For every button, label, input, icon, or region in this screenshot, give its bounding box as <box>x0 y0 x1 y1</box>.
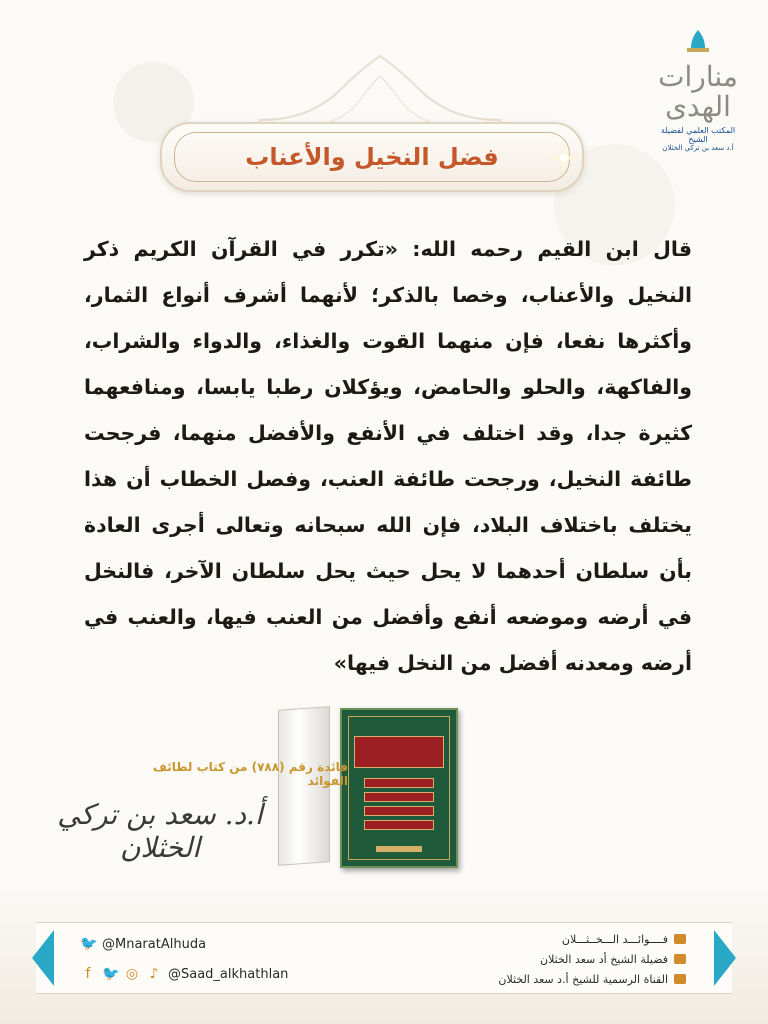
channel-item[interactable] <box>498 930 686 948</box>
channel-item[interactable] <box>498 950 686 968</box>
page-title: فضل النخيل والأعناب <box>245 143 499 171</box>
quote-text: قال ابن القيم رحمه الله: «تكرر في القرآن الكريم ذكر النخيل والأعناب، وخصا بالذكر؛ لأنهما أشرف أنواع الثمار، وأكثرها نفعا، فإن منهما القوت والغذاء، والدواء والشراب، والفاكهة، والحلو والحامض، ويؤكلان رطبا يابسا، ومنافعهما كثيرة جدا، وقد اختلف في الأنفع والأفضل منهما، فرجحت طائفة النخيل، ورجحت طائفة العنب، وفصل الخطاب أن هذا يختلف باختلاف البلاد، فإن الله سبحانه وتعالى أجرى العادة بأن سلطان أحدهما لا يحل حيث يحل سلطان الآخر، فالنخل في أرضه وموضعه أنفع وأفضل من العنب فيها، والعنب في أرضه ومعدنه أفضل من النخل فيها» <box>84 237 692 675</box>
telegram-icon <box>674 974 686 984</box>
twitter-icon: 🐦 <box>102 966 120 982</box>
twitter-link[interactable] <box>80 932 288 956</box>
twitter-handle: @MnaratAlhuda <box>102 936 207 952</box>
facebook-icon: f <box>85 966 91 982</box>
organization-logo <box>650 28 746 152</box>
minaret-icon <box>681 28 715 54</box>
social-links-left <box>80 932 288 992</box>
title-banner <box>160 122 584 192</box>
twitter-icon: 🐦 <box>80 936 98 952</box>
book-band <box>364 806 434 816</box>
logo-scholar-name: أ.د سعد بن تركي الخثلان <box>662 144 734 152</box>
green-book-cover <box>340 708 458 868</box>
channels-list <box>498 930 686 990</box>
channel-label: فــــوائـــد الـــخــثـــلان <box>561 932 668 946</box>
logo-name: منارات الهدى <box>658 60 738 123</box>
book-band <box>364 778 434 788</box>
youtube-icon <box>674 954 686 964</box>
youtube-icon <box>674 934 686 944</box>
book-foot <box>376 846 422 852</box>
tiktok-icon: ♪ <box>149 966 159 982</box>
book-band <box>364 792 434 802</box>
benefit-caption: فائدة رقم (٧٨٨) من كتاب لطائف الفوائد <box>152 760 348 788</box>
social-handle: @Saad_alkhathlan <box>168 966 289 982</box>
signature: أ.د. سعد بن تركي الخثلان <box>57 798 263 864</box>
instagram-icon: ◎ <box>125 966 139 982</box>
chevron-right-icon <box>714 930 736 986</box>
book-title-plate <box>354 736 444 768</box>
channel-label: القناة الرسمية للشيخ أ.د سعد الخثلان <box>498 972 668 986</box>
channel-item[interactable] <box>498 970 686 988</box>
chevron-left-icon <box>32 930 54 986</box>
social-accounts-link[interactable] <box>80 962 288 986</box>
channel-label: فضيلة الشيخ أد سعد الخثلان <box>539 952 668 966</box>
book-band <box>364 820 434 830</box>
sparkle-icon <box>544 138 584 178</box>
logo-subtitle: المكتب العلمي لفضيلة الشيخ <box>660 126 736 144</box>
